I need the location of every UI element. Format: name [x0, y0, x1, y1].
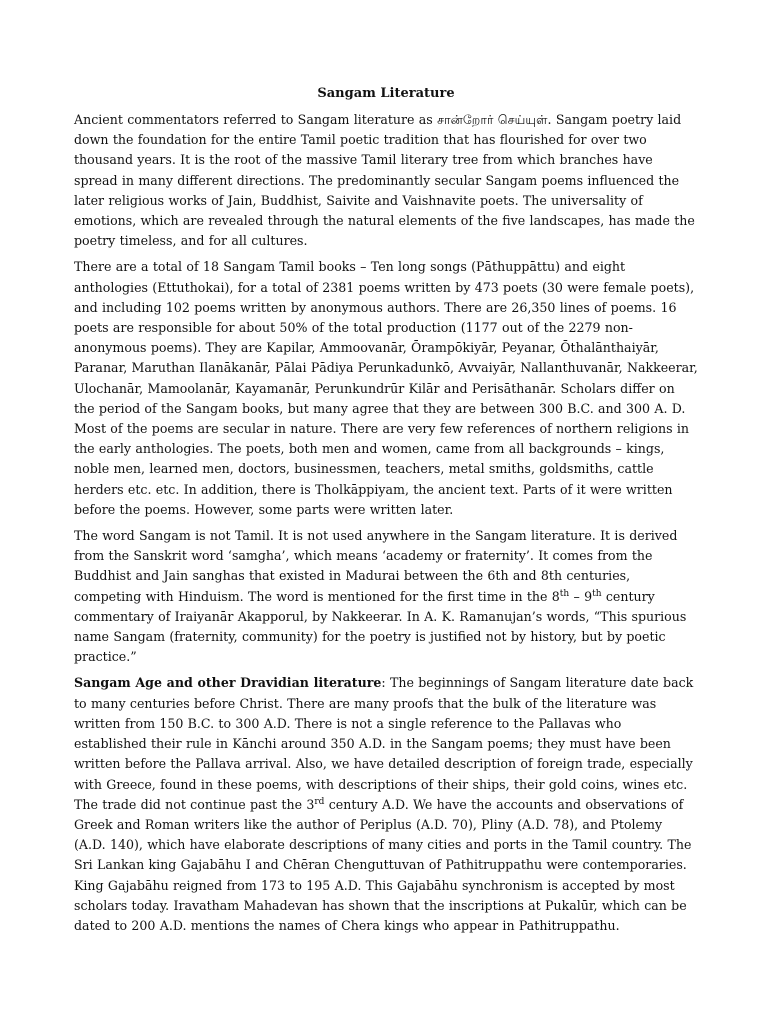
paragraph-sangam-age — [74, 673, 698, 936]
paragraph-intro: Ancient commentators referred to Sangam literature as சான்றோர் செய்யுள். Sangam poetry laid down the foundation for the entire Tamil poetic tradition that has flourished for over two thousand years. It is the root of the massive Tamil literary tree from which branches have spread in many different directions. The predominantly secular Sangam poems influenced the later religious works of Jain, Buddhist, Saivite and Vaishnavite poets. The universality of emotions, which are revealed through the natural elements of the five landscapes, has made the poetry timeless, and for all cultures. — [74, 112, 695, 249]
superscript-ordinal: th — [592, 588, 602, 599]
paragraph-word-sangam — [74, 526, 698, 667]
superscript-ordinal: th — [559, 588, 570, 599]
document-title: Sangam Literature — [317, 86, 455, 101]
paragraph-text: : The beginnings of Sangam literature date back to many centuries before Christ. There are many proofs that the bulk of the literature was written from 150 B.C. to 300 A.D. There is not a single reference to the Pallavas who established their rule in Kānchi around 350 A.D. in the Sangam poems; they must have been written before the Pallava arrival. Also, we have detailed description of foreign trade, especially with Greece, found in these poems, with descriptions of their ships, their gold coins, wines etc. The trade did not continue past the 3 — [74, 675, 694, 812]
paragraph-text: century A.D. We have the accounts and observations of Greek and Roman writers like the author of Periplus (A.D. 70), Pliny (A.D. 78), and Ptolemy (A.D. 140), which have elaborate descriptions of many cities and ports in the Tamil country. The Sri Lankan king Gajabāhu I and Chēran Chenguttuvan of Pathitruppathu were contemporaries. King Gajabāhu reigned from 173 to 195 A.D. This Gajabāhu synchronism is accepted by most scholars today. Iravatham Mahadevan has shown that the inscriptions at Pukalūr, which can be dated to 200 A.D. mentions the names of Chera kings who appear in Pathitruppathu. — [74, 796, 692, 933]
superscript-ordinal: rd — [314, 796, 325, 807]
section-heading: Sangam Age and other Dravidian literature — [74, 675, 382, 691]
paragraph-text: The word Sangam is not Tamil. It is not used anywhere in the Sangam literature. It is derived from the Sanskrit word ‘samgha’, which means ‘academy or fraternity’. It comes from the Buddhist and Jain sanghas that existed in Madurai between the 6th and 8th centuries, competing with Hinduism. The word is mentioned for the first time in the 8 — [74, 528, 678, 604]
paragraph-sangam-books: There are a total of 18 Sangam Tamil books – Ten long songs (Pāthuppāttu) and eight anthologies (Ettuthokai), for a total of 2381 poems written by 473 poets (30 were female poets), and including 102 poems written by anonymous authors. There are 26,350 lines of poems. 16 poets are responsible for about 50% of the total production (1177 out of the 2279 non-anonymous poems). They are Kapilar, Ammoovanār, Ōrampōkiyār, Peyanar, Ōthalānthaiyār, Paranar, Maruthan Ilanākanār, Pālai Pādiya Perunkadunkō, Avvaiyār, Nallanthuvanār, Nakkeerar, Ulochanār, Mamoolanār, Kayamanār, Perunkundrūr Kilār and Perisāthanār. Scholars differ on the period of the Sangam books, but many agree that they are between 300 B.C. and 300 A. D. Most of the poems are secular in nature. There are very few references of northern religions in the early anthologies. The poets, both men and women, came from all backgrounds – kings, noble men, learned men, doctors, businessmen, teachers, metal smiths, goldsmiths, cattle herders etc. etc. In addition, there is Tholkāppiyam, the ancient text. Parts of it were written before the poems. However, some parts were written later. — [74, 259, 698, 517]
paragraph-text: century commentary of Iraiyanār Akapporul, by Nakkeerar. In A. K. Ramanujan’s words, “This spurious name Sangam (fraternity, community) for the poetry is justified not by history, but by poetic practice.” — [74, 588, 687, 665]
paragraph-text: – 9 — [569, 588, 593, 604]
